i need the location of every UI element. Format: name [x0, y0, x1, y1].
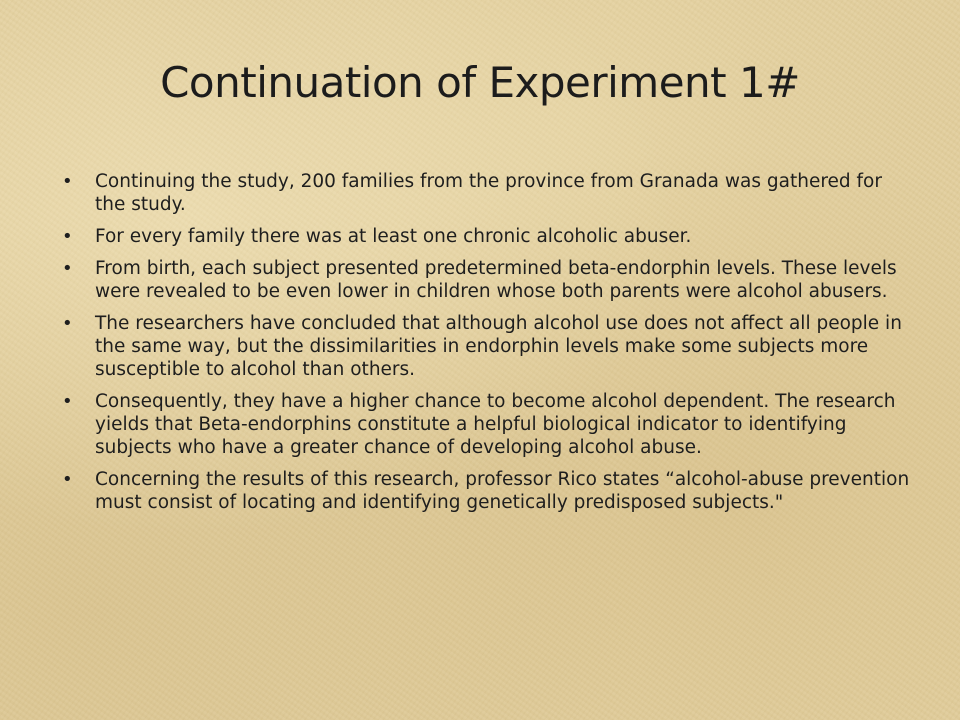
bullet-item [62, 468, 912, 514]
bullet-item [62, 257, 912, 303]
bullet-item [62, 225, 912, 248]
bullet-text: The researchers have concluded that although alcohol use does not affect all people in the same way, but the dissimilarities in endorphin levels make some subjects more susceptible to alcohol than others. [95, 313, 902, 380]
bullet-item [62, 390, 912, 459]
bullet-list [62, 170, 912, 523]
bullet-text: Concerning the results of this research, professor Rico states “alcohol-abuse prevention must consist of locating and identifying genetically predisposed subjects." [95, 469, 910, 513]
bullet-text: For every family there was at least one chronic alcoholic abuser. [95, 226, 692, 247]
bullet-text: From birth, each subject presented predetermined beta-endorphin levels. These levels were revealed to be even lower in children whose both parents were alcohol abusers. [95, 258, 897, 302]
bullet-icon: • [62, 171, 73, 192]
bullet-item [62, 170, 912, 216]
bullet-icon: • [62, 226, 73, 247]
bullet-text: Consequently, they have a higher chance to become alcohol dependent. The research yields that Beta-endorphins constitute a helpful biological indicator to identifying subjects who have a greater chance of developing alcohol abuse. [95, 391, 896, 458]
bullet-icon: • [62, 313, 73, 334]
bullet-icon: • [62, 258, 73, 279]
bullet-icon: • [62, 469, 73, 490]
bullet-icon: • [62, 391, 73, 412]
slide-title: Continuation of Experiment 1# [160, 58, 800, 107]
bullet-text: Continuing the study, 200 families from the province from Granada was gathered for the study. [95, 171, 882, 215]
bullet-item [62, 312, 912, 381]
